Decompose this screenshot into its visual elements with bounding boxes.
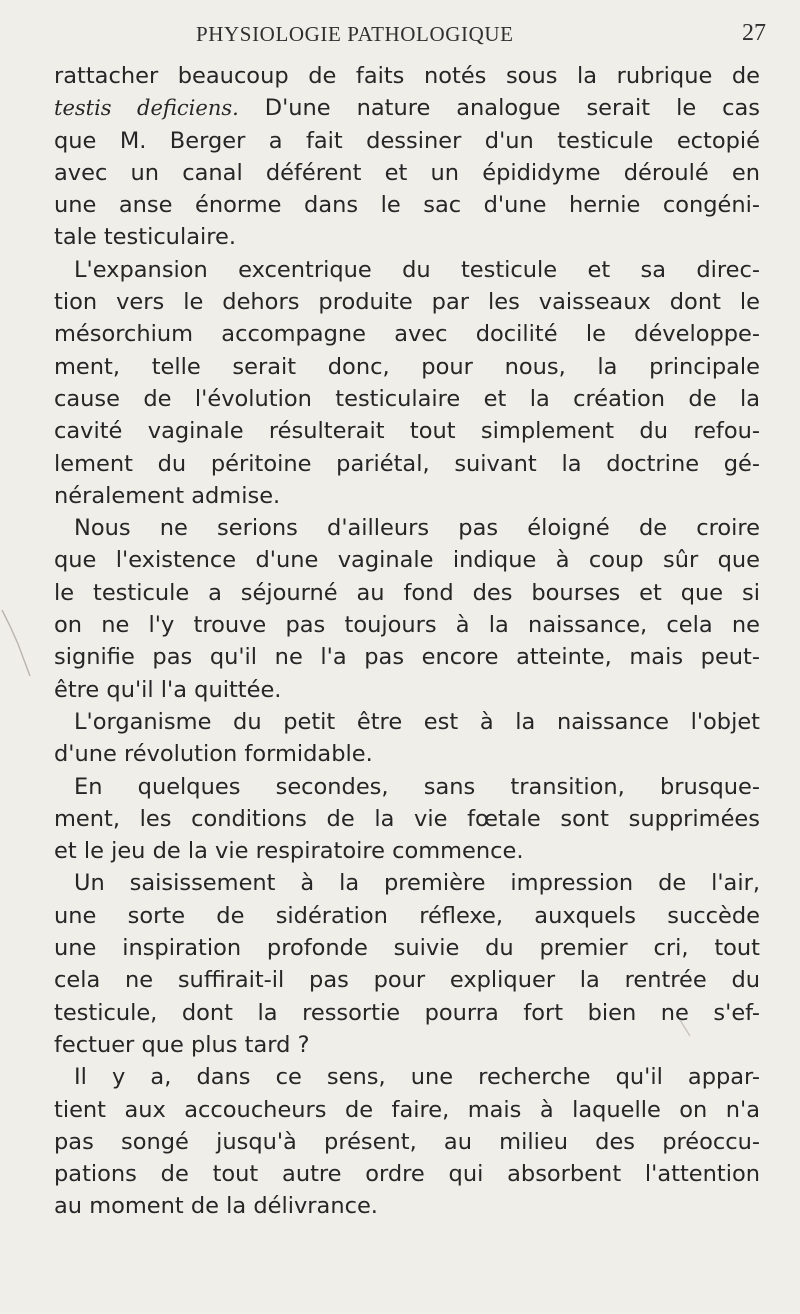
text-line-remainder: D'une nature analogue serait le cas: [264, 95, 760, 122]
text-line: que M. Berger a fait dessiner d'un testicule ectopié: [54, 127, 760, 154]
text-line: Nous ne serions d'ailleurs pas éloigné de croire: [74, 515, 760, 542]
text-line: En quelques secondes, sans transition, brusque-: [74, 773, 760, 800]
text-line: tion vers le dehors produite par les vaisseaux dont le: [54, 289, 760, 316]
text-line: cavité vaginale résulterait tout simplement du refou-: [54, 418, 760, 445]
text-line: tale testiculaire.: [54, 224, 236, 251]
text-line: ment, les conditions de la vie fœtale sont supprimées: [54, 805, 760, 832]
text-line: une sorte de sidération réflexe, auxquels succède: [54, 902, 760, 929]
text-line: le testicule a séjourné au fond des bourses et que si: [54, 579, 760, 606]
text-line: on ne l'y trouve pas toujours à la naissance, cela ne: [54, 612, 760, 639]
text-line: d'une révolution formidable.: [54, 741, 373, 768]
running-title: PHYSIOLOGIE PATHOLOGIQUE: [196, 22, 514, 46]
text-line: rattacher beaucoup de faits notés sous la rubrique de: [54, 63, 760, 89]
text-line: une inspiration profonde suivie du premier cri, tout: [54, 935, 760, 962]
text-line: pas songé jusqu'à présent, au milieu des préoccu-: [54, 1128, 760, 1155]
text-line: tient aux accoucheurs de faire, mais à laquelle on n'a: [54, 1096, 760, 1123]
text-line: être qu'il l'a quittée.: [54, 676, 282, 703]
text-line: et le jeu de la vie respiratoire commence.: [54, 838, 524, 865]
text-line: cause de l'évolution testiculaire et la création de la: [54, 385, 760, 412]
text-line: avec un canal déférent et un épididyme déroulé en: [54, 159, 760, 186]
text-line: lement du péritoine pariétal, suivant la doctrine gé-: [54, 450, 760, 477]
text-line: que l'existence d'une vaginale indique à coup sûr que: [54, 547, 760, 574]
text-line: signifie pas qu'il ne l'a pas encore atteinte, mais peut-: [54, 644, 760, 671]
body-text: [54, 60, 760, 1223]
text-line: Un saisissement à la première impression de l'air,: [74, 870, 760, 897]
text-line: cela ne suffirait-il pas pour expliquer la rentrée du: [54, 967, 760, 994]
text-line: une anse énorme dans le sac d'une hernie congéni-: [54, 192, 760, 219]
text-line: Il y a, dans ce sens, une recherche qu'il appar-: [74, 1064, 760, 1091]
margin-pencil-mark: [2, 610, 30, 676]
text-line: ment, telle serait donc, pour nous, la principale: [54, 353, 760, 380]
page-number: 27: [742, 20, 766, 46]
text-line: néralement admise.: [54, 482, 281, 509]
text-line: testicule, dont la ressortie pourra fort bien ne s'ef-: [54, 999, 760, 1026]
text-line: mésorchium accompagne avec docilité le développe-: [54, 321, 760, 348]
text-line: [54, 92, 760, 124]
text-line: au moment de la délivrance.: [54, 1193, 378, 1220]
text-line: pations de tout autre ordre qui absorbent l'attention: [54, 1161, 760, 1188]
italic-phrase: testis deficiens.: [54, 96, 239, 121]
text-line: fectuer que plus tard ?: [54, 1031, 310, 1058]
text-line: L'organisme du petit être est à la naissance l'objet: [74, 708, 760, 735]
text-line: L'expansion excentrique du testicule et sa direc-: [74, 256, 760, 283]
